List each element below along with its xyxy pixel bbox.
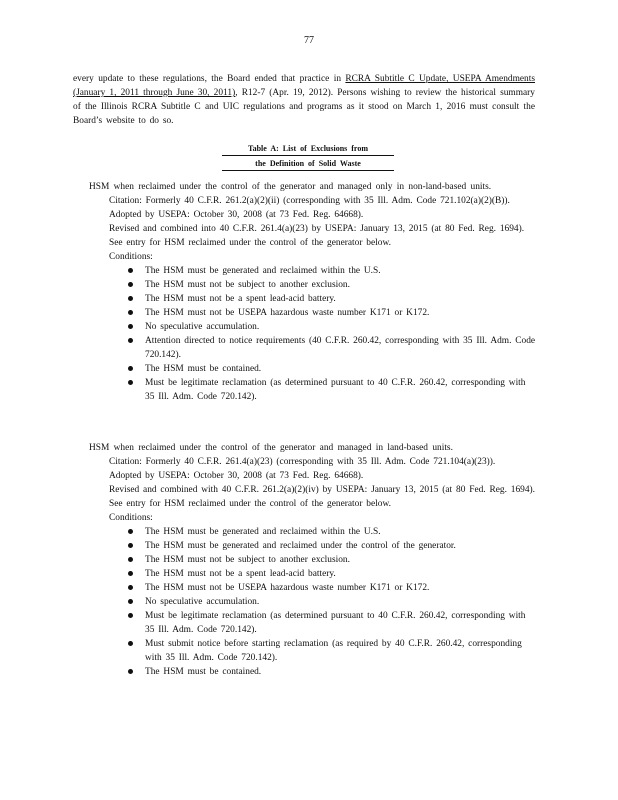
bullet-icon — [128, 282, 133, 287]
condition-item — [125, 278, 537, 292]
bullet-icon — [128, 669, 133, 674]
entry-revised: Revised and combined with 40 C.F.R. 261.2(a)(2)(iv) by USEPA: January 13, 2015 (at 80 Fed. Reg. 1694). See entry for HSM reclaimed under the control of the generator below. — [109, 485, 535, 509]
bullet-icon — [128, 310, 133, 315]
intro-underlined-title: RCRA Subtitle C Update, USEPA Amendments (January 1, 2011 through June 30, 2011) — [73, 74, 535, 98]
bullet-icon — [128, 571, 133, 576]
entry-citation: Citation: Formerly 40 C.F.R. 261.4(a)(23) (corresponding with 35 Ill. Adm. Code 721.104(a)(23)). — [109, 457, 496, 467]
entry-adopted: Adopted by USEPA: October 30, 2008 (at 73 Fed. Reg. 64668). — [109, 471, 364, 481]
condition-item — [125, 292, 537, 306]
condition-item — [125, 376, 537, 404]
condition-item — [125, 539, 537, 553]
condition-item — [125, 525, 537, 539]
entry-body — [109, 194, 537, 404]
intro-text-a: every update to these regulations, the Board ended that practice in — [73, 74, 346, 84]
entry-heading: HSM when reclaimed under the control of the generator and managed in land-based units. — [89, 443, 453, 453]
bullet-icon — [128, 613, 133, 618]
condition-text: The HSM must not be a spent lead-acid battery. — [145, 294, 336, 304]
entry-body — [109, 455, 537, 679]
condition-item — [125, 637, 537, 665]
bullet-icon — [128, 585, 133, 590]
conditions-list — [109, 525, 537, 679]
condition-item — [125, 264, 537, 278]
bullet-icon — [128, 543, 133, 548]
condition-text: The HSM must be generated and reclaimed under the control of the generator. — [145, 541, 456, 551]
bullet-icon — [128, 324, 133, 329]
condition-item — [125, 567, 537, 581]
condition-text: The HSM must not be USEPA hazardous waste number K171 or K172. — [145, 308, 430, 318]
entry-revised: Revised and combined into 40 C.F.R. 261.4(a)(23) by USEPA: January 13, 2015 (at 80 Fed. Reg. 1694). See entry for HSM reclaimed under the control of the generator below. — [109, 224, 525, 248]
condition-text: Must submit notice before starting reclamation (as required by 40 C.F.R. 260.42, corresponding with 35 Ill. Adm. Code 720.142). — [145, 639, 522, 663]
entry-adopted: Adopted by USEPA: October 30, 2008 (at 73 Fed. Reg. 64668). — [109, 210, 364, 220]
table-title-line-1: Table A: List of Exclusions from — [222, 142, 394, 156]
condition-item — [125, 362, 537, 376]
condition-text: No speculative accumulation. — [145, 322, 260, 332]
condition-text: The HSM must not be a spent lead-acid battery. — [145, 569, 336, 579]
condition-text: The HSM must be contained. — [145, 364, 262, 374]
entry-citation: Citation: Formerly 40 C.F.R. 261.2(a)(2)(ii) (corresponding with 35 Ill. Adm. Code 721.102(a)(2)(B)). — [109, 196, 510, 206]
condition-item — [125, 306, 537, 320]
condition-text: The HSM must be contained. — [145, 667, 262, 677]
bullet-icon — [128, 338, 133, 343]
bullet-icon — [128, 529, 133, 534]
bullet-icon — [128, 557, 133, 562]
bullet-icon — [128, 296, 133, 301]
page-number: 77 — [304, 35, 314, 46]
condition-item — [125, 665, 537, 679]
condition-text: The HSM must not be USEPA hazardous waste number K171 or K172. — [145, 583, 430, 593]
conditions-list — [109, 264, 537, 404]
bullet-icon — [128, 641, 133, 646]
condition-text: Must be legitimate reclamation (as determined pursuant to 40 C.F.R. 260.42, corresponding with 35 Ill. Adm. Code 720.142). — [145, 378, 526, 402]
condition-item — [125, 320, 537, 334]
condition-item — [125, 581, 537, 595]
intro-paragraph — [73, 72, 535, 128]
exclusion-entry-2 — [89, 441, 537, 679]
condition-text: Attention directed to notice requirements (40 C.F.R. 260.42, corresponding with 35 Ill. Adm. Code 720.142). — [145, 336, 536, 360]
condition-item — [125, 553, 537, 567]
condition-text: No speculative accumulation. — [145, 597, 260, 607]
condition-text: Must be legitimate reclamation (as determined pursuant to 40 C.F.R. 260.42, corresponding with 35 Ill. Adm. Code 720.142). — [145, 611, 526, 635]
entry-heading: HSM when reclaimed under the control of the generator and managed only in non-land-based units. — [89, 182, 492, 192]
entry-conditions-label: Conditions: — [109, 513, 153, 523]
bullet-icon — [128, 380, 133, 385]
bullet-icon — [128, 268, 133, 273]
exclusion-entry-1 — [89, 180, 537, 404]
condition-text: The HSM must be generated and reclaimed within the U.S. — [145, 266, 381, 276]
table-title — [222, 142, 394, 171]
condition-text: The HSM must not be subject to another exclusion. — [145, 555, 350, 565]
bullet-icon — [128, 599, 133, 604]
table-title-line-2: the Definition of Solid Waste — [222, 157, 394, 171]
condition-text: The HSM must be generated and reclaimed within the U.S. — [145, 527, 381, 537]
entry-conditions-label: Conditions: — [109, 252, 153, 262]
bullet-icon — [128, 366, 133, 371]
intro-text-b: , R12-7 (Apr. 19, 2012). Persons wishing to review the historical summary of the Illinois RCRA Subtitle C and UIC regulations and programs as it stood on March 1, 2016 must consult the Board’s website to do so. — [73, 88, 535, 126]
condition-text: The HSM must not be subject to another exclusion. — [145, 280, 350, 290]
condition-item — [125, 334, 537, 362]
condition-item — [125, 595, 537, 609]
condition-item — [125, 609, 537, 637]
